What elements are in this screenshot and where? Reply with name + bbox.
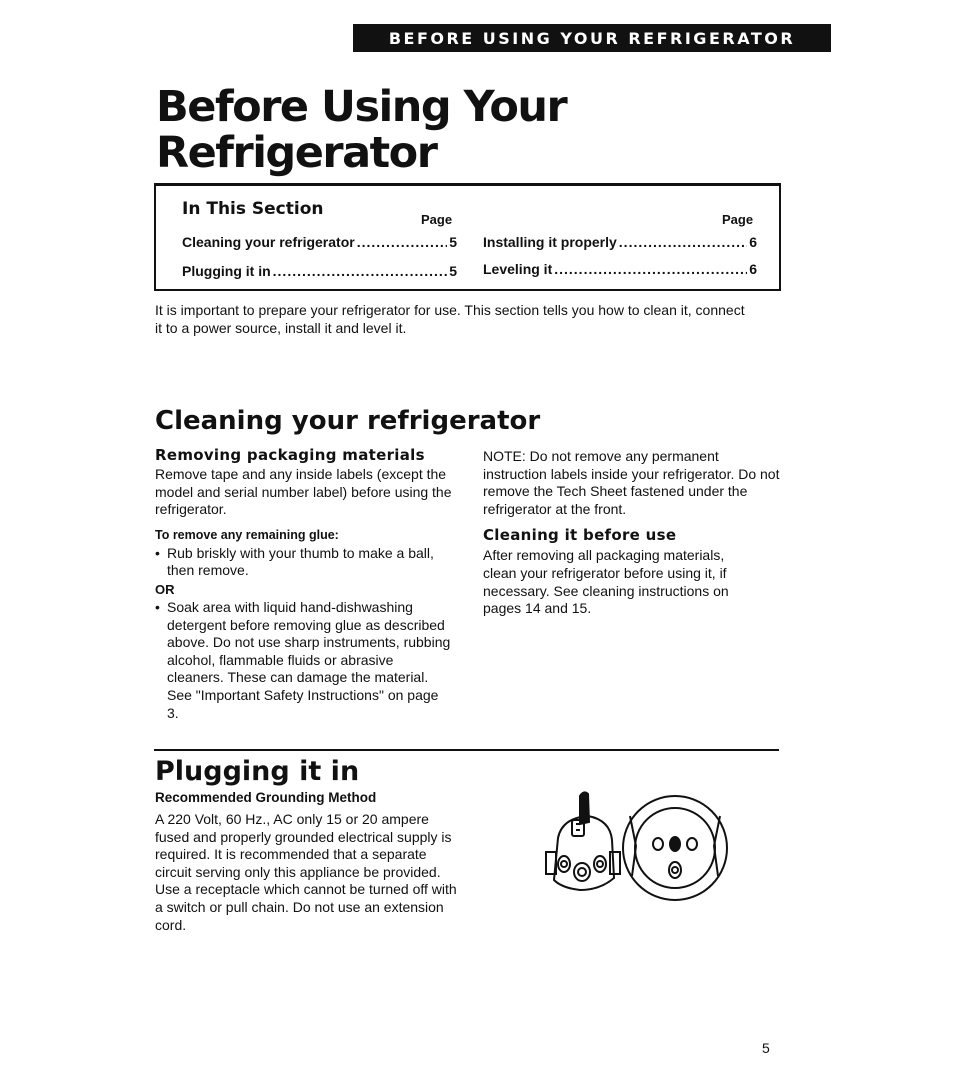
removing-packaging-heading: Removing packaging materials [155, 446, 425, 464]
cleaning-heading: Cleaning your refrigerator [155, 406, 541, 436]
toc-leader [619, 234, 747, 250]
toc-leader [554, 261, 747, 277]
cleaning-before-use-heading: Cleaning it before use [483, 526, 677, 545]
removing-packaging-text: Remove tape and any inside labels (except the model and serial number label) before using the refrigerator. [155, 466, 452, 518]
plugging-text: A 220 Volt, 60 Hz., AC only 15 or 20 ampere fused and properly grounded electrical supply is required. It is recommended that a separate circuit serving only this appliance be provided. Use a receptacle which cannot be turned off with a switch or pull chain. Do not use an extension cord. [155, 811, 457, 933]
toc-entry-label: Plugging it in [182, 263, 271, 279]
note-text: Do not remove any permanent instruction labels inside your refrigerator. Do not remove the Tech Sheet fastened under the refrigerator at the front. [483, 448, 780, 517]
toc-page-label-right: Page [722, 212, 754, 227]
toc-entry [483, 234, 757, 250]
toc-entry [182, 263, 457, 279]
section-banner: BEFORE USING YOUR REFRIGERATOR [353, 24, 831, 52]
page-title-line1: Before Using Your [156, 82, 567, 132]
toc-entry-page: 6 [749, 234, 757, 250]
plug-and-socket-illustration [540, 786, 734, 906]
page-title [156, 84, 716, 176]
bullet-item: • Rub briskly with your thumb to make a ball, then remove. [155, 545, 460, 580]
note-paragraph [483, 448, 783, 518]
cleaning-before-use-text: After removing all packaging materials, clean your refrigerator before using it, if necessary. See cleaning instructions on pages 14 and 15. [483, 547, 729, 617]
toc-leader [273, 263, 448, 279]
cleaning-left-column [155, 446, 460, 722]
toc-entry-page: 5 [449, 263, 457, 279]
intro-paragraph: It is important to prepare your refrigerator for use. This section tells you how to clean it, connect it to a power source, install it and level it. [155, 302, 745, 336]
toc-entry-page: 5 [449, 234, 457, 250]
toc-entry-label: Cleaning your refrigerator [182, 234, 355, 250]
toc-entry [483, 261, 757, 277]
plugging-heading: Plugging it in [155, 756, 360, 787]
page-number: 5 [762, 1040, 770, 1056]
socket-icon [623, 796, 727, 900]
cleaning-right-column [483, 448, 783, 618]
note-label: NOTE: [483, 448, 526, 464]
toc-entry-label: Installing it properly [483, 234, 617, 250]
bullet-item: • Soak area with liquid hand-dishwashing detergent before removing glue as described above. Do not use sharp instruments, rubbing alcohol, flammable fluids or abrasive cleaners. These can damage the material. See "Important Safety Instructions" on page 3. [155, 599, 452, 722]
toc-heading: In This Section [182, 199, 324, 219]
section-divider [154, 749, 779, 751]
glue-heading: To remove any remaining glue: [155, 527, 339, 542]
page-title-line2: Refrigerator [156, 128, 437, 178]
toc-leader [357, 234, 448, 250]
toc-entry-label: Leveling it [483, 261, 553, 277]
grounding-method-heading: Recommended Grounding Method [155, 790, 377, 805]
in-this-section-box [154, 183, 781, 291]
toc-entry [182, 234, 457, 250]
toc-entry-page: 6 [749, 261, 757, 277]
or-label: OR [155, 581, 175, 597]
plug-icon [546, 816, 620, 890]
toc-page-label-left: Page [421, 212, 453, 227]
